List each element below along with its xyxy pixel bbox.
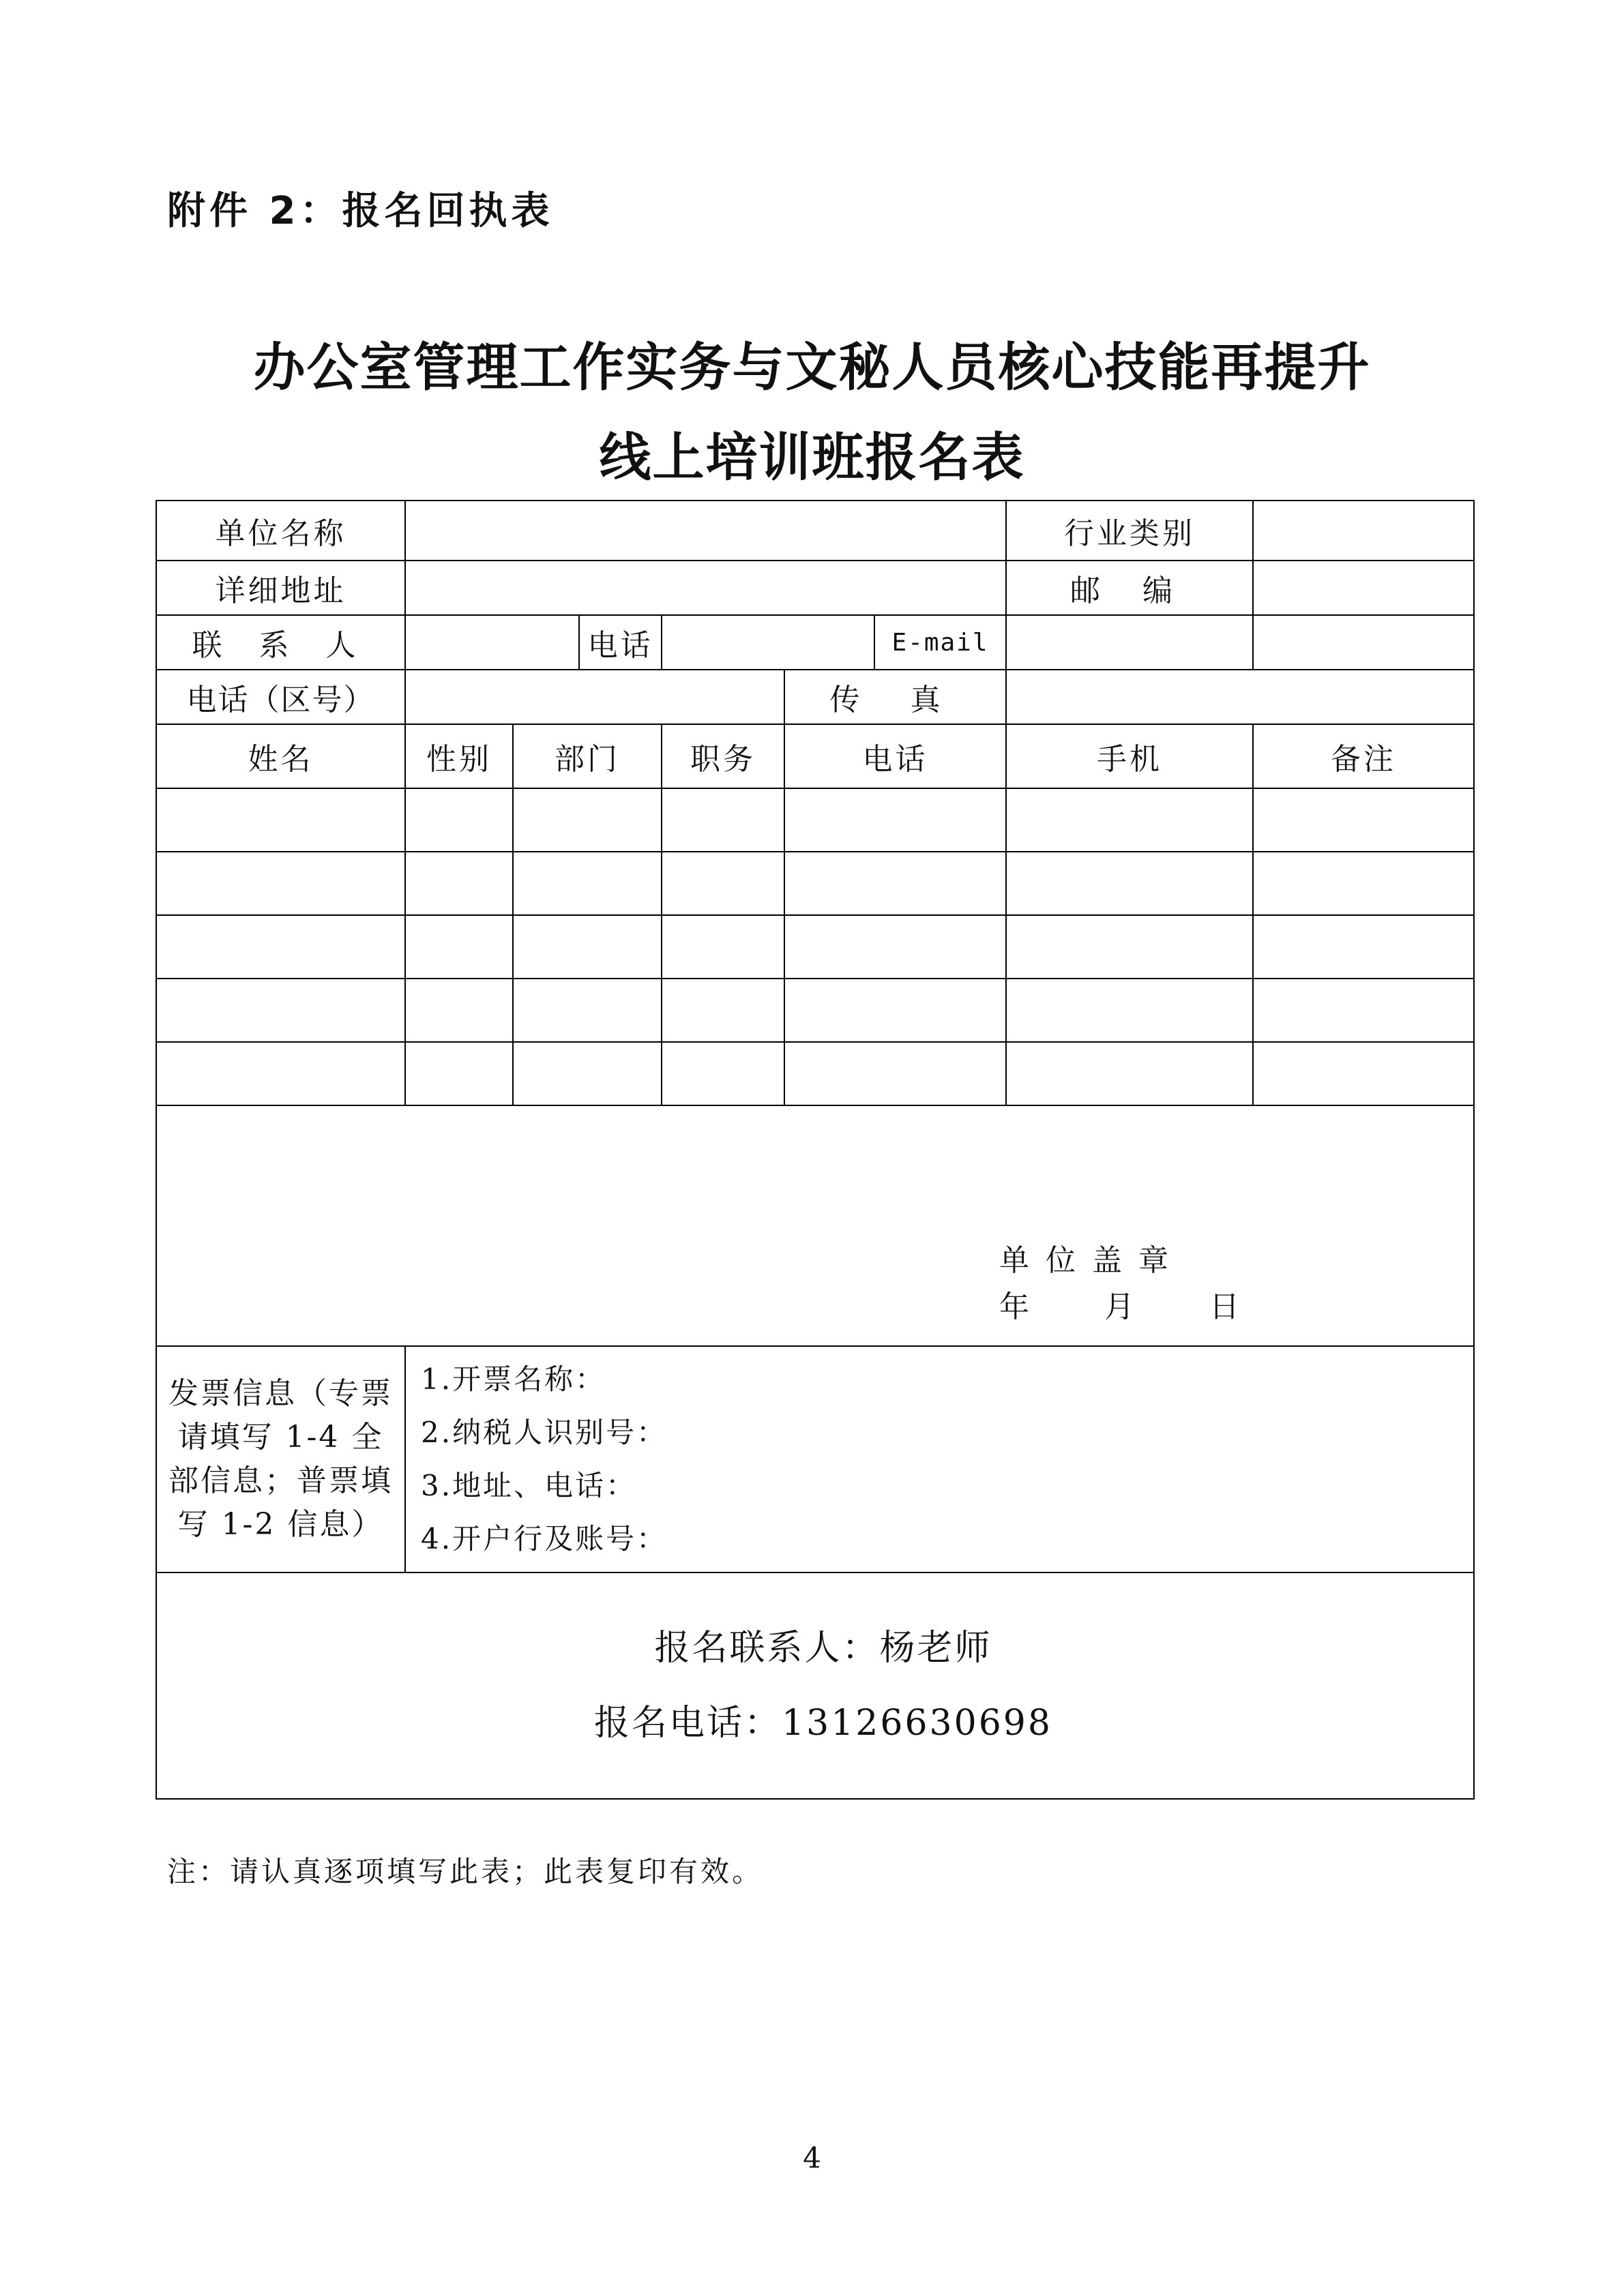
cell[interactable]: [156, 1042, 405, 1105]
table-row: [156, 979, 1474, 1042]
cell[interactable]: [784, 1042, 1006, 1105]
industry-label: 行业类别: [1006, 501, 1253, 561]
invoice-item-address: 3.地址、电话：: [421, 1469, 637, 1502]
cell[interactable]: [513, 979, 662, 1042]
phone-area-field[interactable]: [405, 670, 784, 724]
cell[interactable]: [662, 979, 784, 1042]
table-row: [156, 1042, 1474, 1105]
form-title-line1: 办公室管理工作实务与文秘人员核心技能再提升: [253, 337, 1371, 398]
cell[interactable]: [662, 1042, 784, 1105]
invoice-item-bank: 4.开户行及账号：: [421, 1522, 668, 1555]
cell[interactable]: [156, 979, 405, 1042]
phone-area-label: 电话（区号）: [156, 670, 405, 724]
page-number: 4: [803, 2141, 821, 2175]
contact-person-field[interactable]: [406, 616, 578, 669]
invoice-label: 发票信息（专票请填写 1-4 全部信息；普票填写 1-2 信息）: [168, 1376, 393, 1542]
cell[interactable]: [513, 788, 662, 852]
email-field[interactable]: [1253, 615, 1474, 670]
cell[interactable]: [513, 852, 662, 915]
cell[interactable]: [513, 915, 662, 979]
postcode-label: 邮 编: [1006, 561, 1253, 615]
industry-field[interactable]: [1253, 501, 1474, 561]
form-title-line2: 线上培训班报名表: [599, 427, 1025, 488]
cell[interactable]: [1253, 915, 1474, 979]
col-header-department: 部门: [513, 724, 662, 788]
cell[interactable]: [662, 788, 784, 852]
cell[interactable]: [1006, 915, 1253, 979]
cell[interactable]: [1253, 1042, 1474, 1105]
cell[interactable]: [784, 915, 1006, 979]
cell[interactable]: [1253, 979, 1474, 1042]
col-header-position: 职务: [662, 724, 784, 788]
col-header-mobile: 手机: [1006, 724, 1253, 788]
cell[interactable]: [405, 852, 513, 915]
unit-name-field[interactable]: [405, 501, 1006, 561]
cell[interactable]: [405, 788, 513, 852]
contact-section: [156, 1572, 1474, 1799]
cell[interactable]: [784, 852, 1006, 915]
cell[interactable]: [784, 979, 1006, 1042]
address-label: 详细地址: [156, 561, 405, 615]
cell[interactable]: [784, 788, 1006, 852]
cell[interactable]: [156, 852, 405, 915]
date-line: 年 月 日: [999, 1289, 1272, 1324]
seal-section: [156, 1105, 1474, 1346]
cell[interactable]: [405, 915, 513, 979]
attachment-label: 附件 2：报名回执表: [167, 189, 554, 233]
cell[interactable]: [1253, 788, 1474, 852]
postcode-field[interactable]: [1253, 561, 1474, 615]
email-label-spacer: [1006, 615, 1253, 670]
seal-line: 单位盖章: [999, 1243, 1185, 1278]
cell[interactable]: [513, 1042, 662, 1105]
contact-person-label: 联 系 人: [156, 615, 405, 670]
table-row: [156, 788, 1474, 852]
cell[interactable]: [405, 979, 513, 1042]
cell[interactable]: [1253, 852, 1474, 915]
invoice-item-name: 1.开票名称：: [421, 1362, 606, 1396]
fax-label: 传 真: [784, 670, 1006, 724]
cell[interactable]: [405, 1042, 513, 1105]
cell[interactable]: [156, 788, 405, 852]
invoice-item-taxid: 2.纳税人识别号：: [421, 1416, 668, 1449]
phone-field[interactable]: [662, 616, 874, 669]
email-label: E-mail: [874, 616, 1005, 669]
cell[interactable]: [156, 915, 405, 979]
col-header-phone: 电话: [784, 724, 1006, 788]
contact-person: 报名联系人：杨老师: [654, 1628, 992, 1669]
contact-phone: 报名电话：13126630698: [594, 1703, 1052, 1744]
table-row: [156, 915, 1474, 979]
cell[interactable]: [1006, 1042, 1253, 1105]
footnote: 注：请认真逐项填写此表；此表复印有效。: [167, 1855, 764, 1888]
unit-name-label: 单位名称: [156, 501, 405, 561]
table-row: [156, 852, 1474, 915]
address-field[interactable]: [405, 561, 1006, 615]
col-header-remarks: 备注: [1253, 724, 1474, 788]
cell[interactable]: [1006, 979, 1253, 1042]
cell[interactable]: [662, 915, 784, 979]
invoice-label-cell: [156, 1346, 405, 1572]
col-header-name: 姓名: [156, 724, 405, 788]
phone-label: 电话: [578, 616, 661, 669]
cell[interactable]: [662, 852, 784, 915]
cell[interactable]: [1006, 788, 1253, 852]
cell[interactable]: [1006, 852, 1253, 915]
registration-form-table: [156, 500, 1475, 1800]
invoice-info-cell[interactable]: [405, 1346, 1474, 1572]
fax-field[interactable]: [1006, 670, 1474, 724]
col-header-gender: 性别: [405, 724, 513, 788]
